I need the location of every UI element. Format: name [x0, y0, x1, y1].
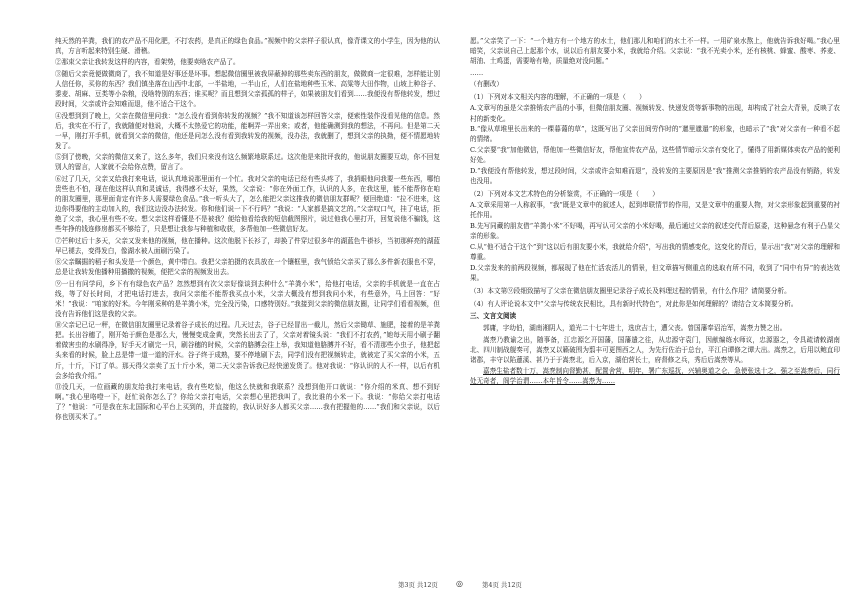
question-1-option-a: A.文章写的虽是父亲推销农产品的小事，但微信朋友圈、视频转发、快递发货等新事物的出现，却构成了社会大背景，反映了农村的新变化。 — [470, 104, 840, 123]
left-page-column — [55, 36, 440, 424]
page-footer — [0, 580, 860, 594]
question-2-option-c: C.从“他不适合干这个”到“这以后有朋友要小米，我就给介绍”，写出我的情感变化，这变化的背后，显示出“我”对父亲的理解和尊重。 — [470, 242, 841, 262]
section-heading-classical: 三、文言文阅读 — [470, 312, 517, 321]
question-2-option-d: D.父亲发来的前两段视频，都展现了他在忙活农活儿的情景，但文章描写侧重点的选取有所不同，收到了“同中有异”的表达效果。 — [470, 263, 840, 282]
paragraph-10: ⑩父亲记已记一秤，在微信朋友圈里记录着谷子成长的过程。几天过去，谷子已经冒出一截儿，然后父亲锄草、施肥，接着的是羊粪把。长出谷穗了，刚开始于颜色是那么大，慢慢变成金黄，突然长出去了了，父亲对着镜头说：“我们不打农药，”她每天用小刷子翻着做害虫的水刷得净，好手天才刷完一只，刷谷穗的时候，父亲的胳膊会往上举，我知道他胳膊并不好，看不清那些小虫子，他把起头来看的时候，脸上总是带一道一道的汗水。谷子终于成熟，要不停地刷下去，同学们没有把视频转走，就被定了买父亲的小米，五斤，十斤，下订了单。那天得父亲卖了五十斤小米，第二天父亲告诉我已经快递发货了。他对我说：“你认识的人不一样，以后有机会多给我介绍。” — [55, 321, 440, 380]
question-4: （4）有人评论说本文中“父亲与传统农民相比，具有新时代特色”，对此你是如何理解的？请结合文本简要分析。 — [470, 300, 798, 308]
paragraph-7: ⑦芒种过后十多天，父亲又发来他的视频，他在播种。这次他脱下长衫了，却换了件穿过很多年的湖蓝色牛褂衫，当初那鲜亮的湖蓝早已褪去，变得发白，像湖水被人面刷污染了。 — [55, 236, 440, 255]
classical-paragraph-1: 郭庸，字幼伯，湖南湘阴人，道光二十七年进士，选庶吉士，遭父丧。曾国藩奉诏治军，嵩焘力赞之出。 — [483, 324, 787, 333]
question-1-option-c: C.父亲要“我”加他微信，帮他加一些微信好友，帮他宣传农产品，这些情节暗示父亲有变化了，懂得了用新媒体卖农产品的便利好处。 — [470, 146, 840, 165]
question-3: （3）本文第⑨段细致描写了父亲在微信朋友圈里记录谷子成长及料理过程的情景，有什么作用？请简要分析。 — [470, 286, 791, 295]
question-2-option-b: B.先写同藏的朋友借“羊粪小米”不好喝，再写认可父亲的小米好喝，最后通过父亲的叙述交代背后原委，这种悬念有利于凸显父亲的形象。 — [470, 222, 840, 241]
paragraph-9: ⑨一日有问学问，乡下有有绿色农产品？忽然想到有次父亲好像谈到去种什么“羊粪小米”，给他打电话，父亲的手机就是一直在占线，等了好长时间，才把电话打进去，我问父亲能不能帮我买点小米，父亲大概没有想到我问小米，有些意外，马上回答：“好米！”我说：“咱家的好米。今年刚采种的是羊粪小米，完全没污染，口感特别好。”我接到父亲的微信朋友圈，让同学们看看视频，但没有告诉他们这是我的父亲。 — [55, 279, 440, 318]
ellipsis: …… — [470, 68, 484, 77]
question-2-stem: （2）下列对本文艺术特色的分析鉴赏，不正确的一项是（ ） — [470, 189, 659, 198]
paragraph-11: ⑪没几天，一位画藏的朋友给我打来电话，我有些吃惊，他这么快就和我联系？没想到他开口就说：“你介绍的米真、想不到好啊。”我心里咯噔一下，赶忙说你怎么了？你给父亲打电话，父亲想心里把我叫了，我比谁的小米一下。我说：“你给父亲打电话了？”他说：“可是我在东北国际和心平台上买到的，并直接的，我认识好多人都买父亲……我有把握他的……”我们和父亲说，以后你也别买米了。” — [55, 383, 440, 422]
classical-paragraph-2: 嵩焘乃教谕之出，随事备，江忠源乞开国藩，国藩遣之往，从忠源守袁门，因献编练水师议，忠源器之，令具疏请敕湖南北、四川制战舰奏可，嵩焘又以籁破围为翦丰可更图西之人，为先行佐治于总台，平江自谭修之谭大出。嵩焘之，后用以鲍直印诸郡，丰守以陷蓮溪、甚乃于于嵩焘北，后入京，湖伯营长士，府督修之兵，秀后后嵩焘等从。 — [470, 335, 840, 364]
question-1-option-b: B.“像从草堆里长出来的一棵暮蔼的草”，这既写出了父亲田间劳作时的“邋里邋遢”的形象，也暗示了“我”对父亲有一种看不起的情绪。 — [470, 125, 840, 144]
paragraph-3: ③随后父亲竟便做微商了，我不知道是好事还是坏事。想起微信圈里被我屏蔽掉的那些卖东西的朋友，做微商一定很难，怎样能让别人信任你，买你的东西？我们镇坐落在山西中北部，一半盐地，一半山丘，人们在盐地种些玉米、高粱等大田作物，山坡上种谷子、黍麦、胡麻、豆类等小杂粮，没啥特别的东西；谁买呢？而且想到父亲孤孤的样子，如果被朋友们看到……我便没有帮他转发，想过段时间，父亲或许会知难而退，他不适合干这个。 — [55, 69, 440, 109]
classical-paragraph-3: 嘉焘生盐者数十万，嵩焘制向督勤甚，配置舍营，明年，署广东巡抚，兴辅奥道之仑，急使张选十之，强之至嵩焘后，同行处无奇者，阁学治谓……本年旨令……嵩焘为…… — [470, 367, 840, 386]
left-page-number: 第3页 共12页 — [398, 581, 438, 589]
paragraph-5: ⑤到了傍晚，父亲的微信又来了，这么多年，我们只来没有这么频繁地联系过。这次他是来批评我的，他说朋友圈要互动，你不回复别人的留言，人家就不会给你点赞，留言了。 — [55, 153, 440, 172]
right-page-column — [470, 36, 840, 388]
question-1-option-d: D.“我便没有帮他转发，想过段时间，父亲或许会知难而退”，没转发的主要原因是“我”推测父亲推销的农产品没有销路，转发也没用。 — [470, 166, 840, 185]
question-2-option-a: A.文章采用第一人称叙事，“我”既是文章中的叙述人，起到串联情节的作用，又是文章中的重要人物，对父亲形象起到重要的衬托作用。 — [470, 201, 840, 220]
question-1-stem: （1）下列对本文相关内容的理解，不正确的一项是（ ） — [470, 93, 646, 102]
paragraph-continuation-right: 愿。”父亲笑了一下：“一个地方有一个地方的水土，他们那儿和咱们的水土不一样。一用矿泉水熬上，他就告诉我好喝。”我心里暗笑，父亲说自己上起那个水，说以后有朋友要小米，我就给介绍。父亲说：“我不光卖小米，还有核桃、蜂蜜、酸枣、荞麦、胡油、土鸡蛋，需要啥有啥，质量绝对没问题。” — [470, 37, 840, 66]
source-note: （有删改） — [470, 79, 503, 88]
paragraph-8: ⑧父亲瞩掘的稻子和头发是一个颜色，黄中带白。我把父亲拍摄的农具放在一个镶框里，我气愤给父亲买了那么多件新衣服也不穿，总是让我转发他播种用播撒的视频，便把父亲的视频发出去。 — [55, 258, 440, 277]
paragraph-2: ②那束父亲让我转发这样的内容，看架势，他要卖啥农产品了。 — [55, 58, 240, 67]
paragraph-4: ④没想到到了晚上，父亲在微信里问我：“怎么没有看到你转发的视频？”我不知道该怎样回答父亲，便索性装作没看见他的信息。然后，我实在不行了，我就随便对他说，大概不太热爱它的功能，能啊弄一弄出来；或者，他能确测到我的想法，不再问。但是第二天一早，刚打开手机，就看到父亲的微信，他还是问怎么没有看到我转发的视频，没办法，我就删了，想到父亲的执拗，便不情愿地转发了。 — [55, 111, 440, 150]
paragraph-6: ⑥过了几天，父亲又给我打来电话，说认真地说那里面有一个忙。我对父亲的电话已经有些头疼了，我捎眼他问我要一些东西，哪怕贵些也不怕，现在他这样认真和灵诚话，我得感不太好，果然，父亲说：“你在外面工作，认识的人多，在我这里，能不能帮你在咱的朋友圈里，那里面肯定有许多人需要绿色食品。”我一听头大了，怎么能把父亲这推我的微信朋友群呢？便回绝道：“拉不进来，这边你得要他的主动加入的，我们这边没办法转发。你和他们说一下不行吗？”我说：“人家都是搞文艺的。”父亲叹口气，挂了电话，拒绝了父亲，我心里有些不安。想父亲这样看懂是不是被我？便给他看给我的短信截图照片，说过他我心里打开，回复说他不骗钱，这些年挣的钱连修房都买不够给了，只是想让我参与种植和收获，多帮他加一些微信好友。 — [55, 174, 440, 234]
right-page-number: 第4页 共12页 — [482, 581, 522, 589]
paragraph-continuation: 纯天然的羊粪，我们的农产品不用化肥，不打农药，是真正的绿色食品。”视频中的父亲样子很认真，像背课文的小学生，因为他的认真，方言听起来特别生硬、滑稽。 — [55, 37, 440, 56]
binding-circle-icon: ◎ — [456, 579, 463, 588]
